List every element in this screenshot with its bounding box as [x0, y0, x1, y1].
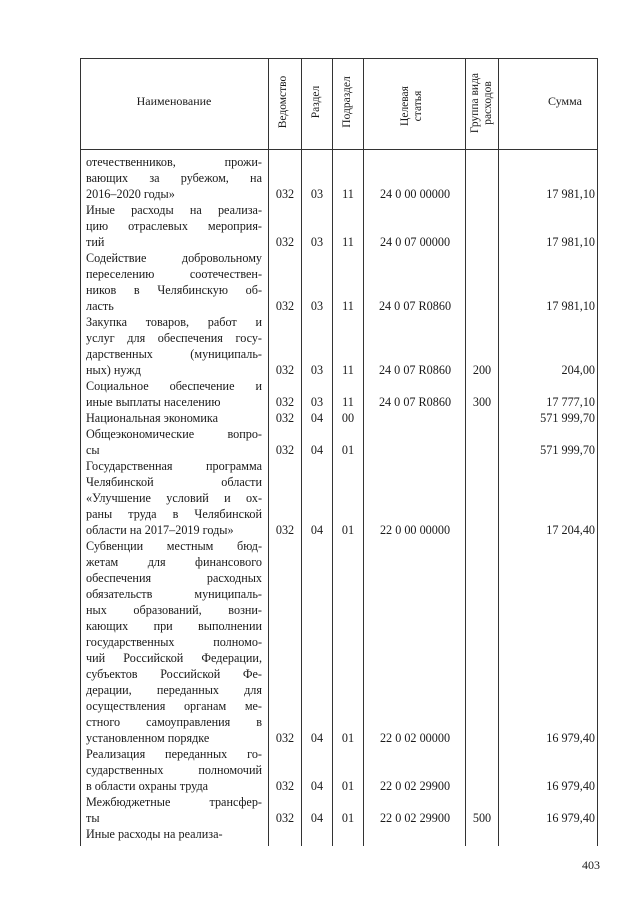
- row-name-line: Субвенции местным бюд-: [86, 539, 262, 553]
- row-razdel: 04: [310, 443, 324, 457]
- header-gruppa: [469, 60, 495, 146]
- header-gruppa-line-2: расходов: [482, 81, 494, 125]
- row-celevaya: 22 0 02 29900: [379, 779, 451, 793]
- header-vedomstvo: Ведомство: [277, 75, 289, 129]
- row-name-line: Челябинской области: [86, 475, 262, 489]
- row-name-line: ных образований, возни-: [86, 603, 262, 617]
- row-vedomstvo: 032: [275, 235, 295, 249]
- row-gruppa: 500: [472, 811, 492, 825]
- row-name-line: кающих при выполнении: [86, 619, 262, 633]
- row-razdel: 04: [310, 779, 324, 793]
- row-summa: 17 981,10: [546, 235, 595, 249]
- row-vedomstvo: 032: [275, 411, 295, 425]
- row-name-line: «Улучшение условий и ох-: [86, 491, 262, 505]
- header-razdel: Раздел: [310, 85, 322, 119]
- row-name-line: субъектов Российской Фе-: [86, 667, 262, 681]
- row-razdel: 03: [310, 299, 324, 313]
- row-name-line: Закупка товаров, работ и: [86, 315, 262, 329]
- row-name-line: области на 2017–2019 годы»: [86, 523, 234, 537]
- row-summa: 17 981,10: [546, 187, 595, 201]
- row-celevaya: 24 0 07 00000: [379, 235, 451, 249]
- row-podrazdel: 01: [341, 731, 355, 745]
- row-name-line: Социальное обеспечение и: [86, 379, 262, 393]
- row-podrazdel: 11: [342, 235, 354, 249]
- header-celevaya: [399, 76, 425, 136]
- row-summa: 17 204,40: [546, 523, 595, 537]
- row-razdel: 03: [310, 187, 324, 201]
- row-celevaya: 24 0 07 R0860: [378, 363, 452, 377]
- row-name-line: переселению соотечествен-: [86, 267, 262, 281]
- row-name-line: Содействие добровольному: [86, 251, 262, 265]
- row-name-line: жетам для финансового: [86, 555, 262, 569]
- row-podrazdel: 01: [341, 779, 355, 793]
- row-gruppa: 200: [472, 363, 492, 377]
- row-name-line: обеспечения расходных: [86, 571, 262, 585]
- row-summa: 571 999,70: [540, 411, 595, 425]
- header-name: Наименование: [136, 94, 212, 108]
- row-name-line: осуществления органам ме-: [86, 699, 262, 713]
- row-vedomstvo: 032: [275, 811, 295, 825]
- row-name-line: Иные расходы на реализа-: [86, 827, 223, 841]
- row-podrazdel: 00: [341, 411, 355, 425]
- row-vedomstvo: 032: [275, 523, 295, 537]
- row-name-line: дарственных (муниципаль-: [86, 347, 262, 361]
- row-summa: 17 777,10: [546, 395, 595, 409]
- row-vedomstvo: 032: [275, 779, 295, 793]
- row-name-line: тий: [86, 235, 105, 249]
- row-name-line: установленном порядке: [86, 731, 210, 745]
- row-name-line: ласть: [86, 299, 114, 313]
- row-razdel: 04: [310, 811, 324, 825]
- row-razdel: 03: [310, 363, 324, 377]
- page-number: 403: [582, 858, 600, 872]
- row-name-line: обязательств муниципаль-: [86, 587, 262, 601]
- header-celevaya-line-1: Целевая: [399, 86, 411, 126]
- row-name-line: Иные расходы на реализа-: [86, 203, 262, 217]
- row-razdel: 03: [310, 235, 324, 249]
- row-summa: 16 979,40: [546, 811, 595, 825]
- row-name-line: чий Российской Федерации,: [86, 651, 262, 665]
- row-name-line: Реализация переданных го-: [86, 747, 262, 761]
- row-vedomstvo: 032: [275, 363, 295, 377]
- row-vedomstvo: 032: [275, 299, 295, 313]
- row-celevaya: 24 0 07 R0860: [378, 395, 452, 409]
- row-name-line: Общеэкономические вопро-: [86, 427, 262, 441]
- row-name-line: иные выплаты населению: [86, 395, 221, 409]
- row-razdel: 04: [310, 411, 324, 425]
- header-podrazdel: Подраздел: [341, 76, 353, 128]
- row-name-line: Межбюджетные трансфер-: [86, 795, 262, 809]
- row-vedomstvo: 032: [275, 731, 295, 745]
- row-name-line: сударственных полномочий: [86, 763, 262, 777]
- row-name-line: 2016–2020 годы»: [86, 187, 175, 201]
- row-name-line: Национальная экономика: [86, 411, 219, 425]
- row-vedomstvo: 032: [275, 443, 295, 457]
- row-name-line: Государственная программа: [86, 459, 262, 473]
- row-podrazdel: 01: [341, 811, 355, 825]
- header-summa: Сумма: [548, 94, 582, 108]
- row-summa: 16 979,40: [546, 779, 595, 793]
- row-celevaya: 24 0 07 R0860: [378, 299, 452, 313]
- row-podrazdel: 11: [342, 299, 354, 313]
- row-podrazdel: 11: [342, 363, 354, 377]
- header-gruppa-line-1: Группа вида: [469, 72, 481, 134]
- row-name-line: отечественников, прожи-: [86, 155, 262, 169]
- row-name-line: государственных полномо-: [86, 635, 262, 649]
- row-razdel: 04: [310, 731, 324, 745]
- row-podrazdel: 11: [342, 395, 354, 409]
- row-podrazdel: 01: [341, 523, 355, 537]
- row-gruppa: 300: [472, 395, 492, 409]
- row-name-line: стного самоуправления в: [86, 715, 262, 729]
- row-name-line: ты: [86, 811, 100, 825]
- row-summa: 16 979,40: [546, 731, 595, 745]
- row-name-line: ных) нужд: [86, 363, 141, 377]
- row-name-line: ников в Челябинскую об-: [86, 283, 262, 297]
- row-razdel: 04: [310, 523, 324, 537]
- row-name-line: в области охраны труда: [86, 779, 209, 793]
- row-summa: 204,00: [561, 363, 595, 377]
- row-name-line: раны труда в Челябинской: [86, 507, 262, 521]
- header-celevaya-line-2: статья: [412, 90, 424, 122]
- row-podrazdel: 11: [342, 187, 354, 201]
- row-podrazdel: 01: [341, 443, 355, 457]
- row-name-line: вающих за рубежом, на: [86, 171, 262, 185]
- row-celevaya: 24 0 00 00000: [379, 187, 451, 201]
- row-celevaya: 22 0 02 00000: [379, 731, 451, 745]
- row-name-line: услуг для обеспечения госу-: [86, 331, 262, 345]
- budget-table: [80, 58, 598, 846]
- row-summa: 17 981,10: [546, 299, 595, 313]
- row-name-line: дерации, переданных для: [86, 683, 262, 697]
- row-vedomstvo: 032: [275, 395, 295, 409]
- row-name-line: цию отраслевых мероприя-: [86, 219, 262, 233]
- row-celevaya: 22 0 00 00000: [379, 523, 451, 537]
- row-celevaya: 22 0 02 29900: [379, 811, 451, 825]
- row-name-line: сы: [86, 443, 100, 457]
- row-vedomstvo: 032: [275, 187, 295, 201]
- row-summa: 571 999,70: [540, 443, 595, 457]
- row-razdel: 03: [310, 395, 324, 409]
